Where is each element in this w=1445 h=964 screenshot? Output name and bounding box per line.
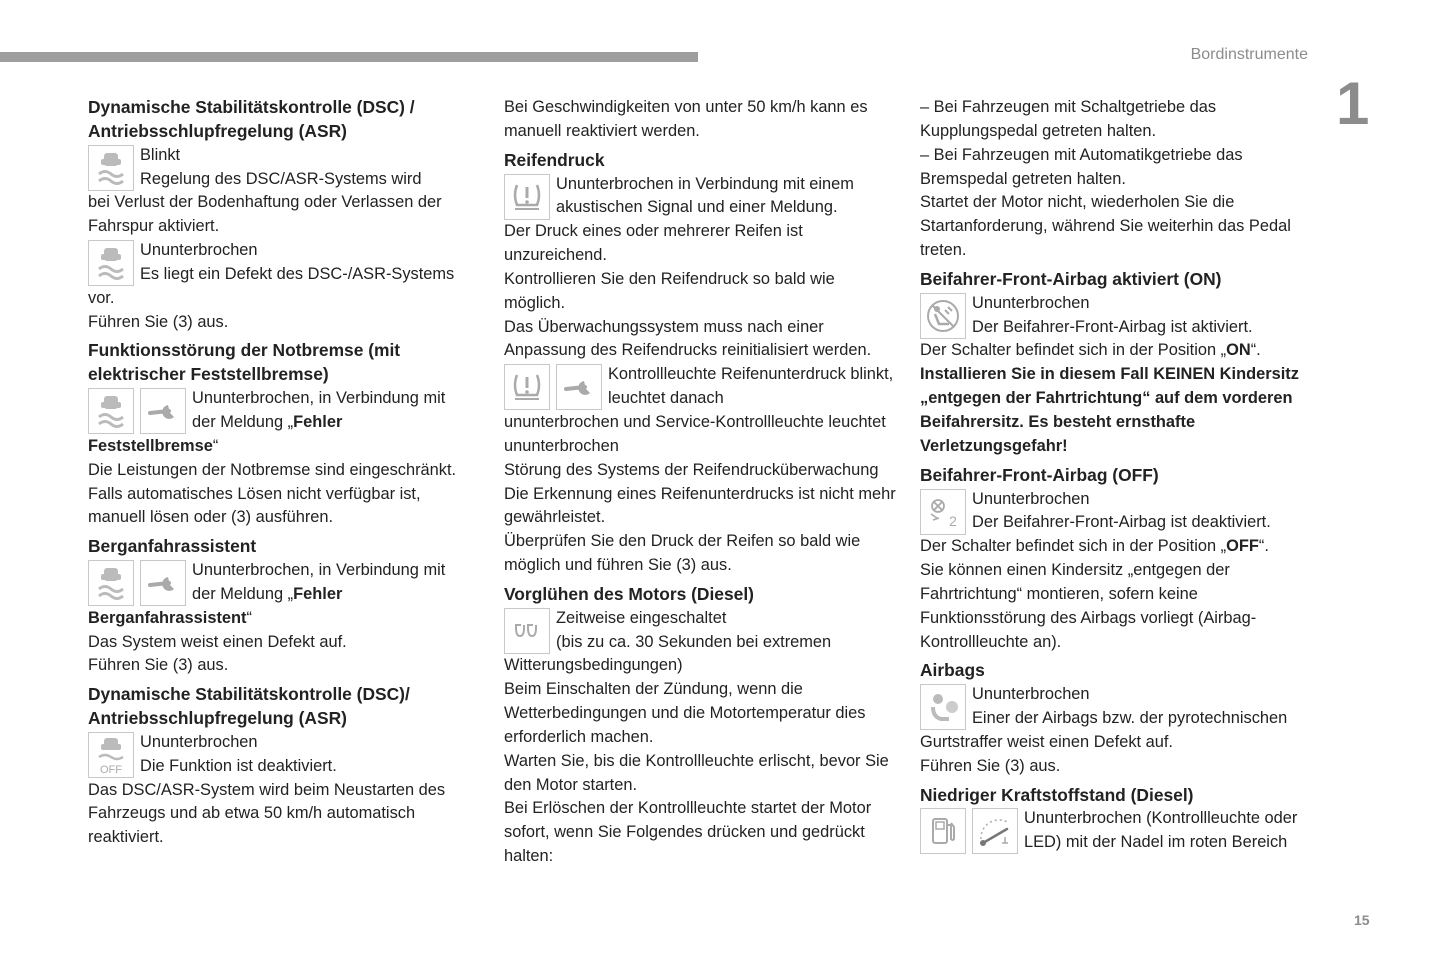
dsc-off-heading: Dynamische Stabilitätskontrolle (DSC)/ Antriebsschlupfregelung (ASR) — [88, 684, 410, 729]
text-span: “. — [1258, 537, 1269, 556]
status-text: Ununterbrochen — [972, 685, 1090, 704]
description-text: Die Leistungen der Notbremse sind eingeschränkt. — [88, 460, 457, 479]
status-text: Witterungsbedingungen) — [504, 656, 683, 675]
text-span: der Meldung „ — [192, 412, 294, 431]
status-text: Ununterbrochen — [140, 732, 258, 751]
wrench-icon — [556, 364, 602, 410]
description-text: Falls automatisches Lösen nicht verfügbar ist, manuell lösen oder (3) ausführen. — [88, 484, 421, 527]
section-title: Bordinstrumente — [1190, 46, 1308, 63]
bold-text: Feststellbremse — [88, 436, 213, 455]
description-text: Störung des Systems der Reifendrucküberwachung — [504, 460, 879, 479]
action-text: Führen Sie (3) aus. — [88, 656, 229, 675]
dsc-off-entry — [88, 731, 470, 779]
description-text: Beim Einschalten der Zündung, wenn die Wetterbedingungen und die Motortemperatur dies erforderlich machen. — [504, 680, 866, 746]
text-span: der Meldung „ — [192, 584, 294, 603]
description-text: Regelung des DSC/ASR-Systems wird — [140, 169, 422, 188]
status-text — [88, 607, 470, 631]
list-item: – Bei Fahrzeugen mit Schaltgetriebe das Kupplungspedal getreten halten. — [920, 98, 1217, 140]
status-text: Zeitweise eingeschaltet — [556, 608, 727, 627]
dsc-continuous-entry — [88, 239, 470, 287]
list-item: – Bei Fahrzeugen mit Automatikgetriebe das Bremspedal getreten halten. — [920, 145, 1243, 188]
skid-car-icon — [88, 240, 134, 286]
description-text: Startet der Motor nicht, wiederholen Sie die Startanforderung, während Sie weiterhin das Pedal treten. — [920, 193, 1291, 260]
text-span: “ — [212, 436, 219, 455]
description-text: Warten Sie, bis die Kontrollleuchte erlischt, bevor Sie den Motor starten. — [504, 751, 889, 794]
airbag-on-heading: Beifahrer-Front-Airbag aktiviert (ON) — [920, 268, 1222, 289]
bold-text: Berganfahrassistent — [88, 608, 247, 627]
action-text: Führen Sie (3) aus. — [920, 756, 1061, 775]
dsc-heading: Dynamische Stabilitätskontrolle (DSC) / Antriebsschlupfregelung (ASR) — [88, 97, 415, 141]
description-text: Einer der Airbags bzw. der pyrotechnischen — [972, 709, 1288, 728]
status-text: Ununterbrochen — [972, 293, 1090, 312]
glow-plug-heading: Vorglühen des Motors (Diesel) — [504, 583, 754, 604]
airbag-off-entry — [920, 488, 1320, 536]
fuel-gauge-icon — [972, 808, 1018, 854]
description-text: Die Funktion ist deaktiviert. — [140, 756, 337, 775]
description-text: Bei Geschwindigkeiten von unter 50 km/h kann es manuell reaktiviert werden. — [504, 98, 868, 140]
bold-text: Fehler — [293, 412, 343, 431]
description-text: vor. — [88, 288, 115, 307]
fuel-pump-icon — [920, 808, 966, 854]
skid-car-icon — [88, 145, 134, 191]
low-fuel-heading: Niedriger Kraftstoffstand (Diesel) — [920, 784, 1194, 805]
chapter-number: 1 — [1336, 70, 1370, 137]
column-1 — [88, 96, 470, 850]
airbag-off-icon — [920, 489, 966, 535]
dsc-blinking-entry — [88, 144, 470, 192]
bold-text: ON — [1226, 341, 1251, 360]
airbags-heading: Airbags — [920, 660, 985, 681]
status-text — [192, 411, 470, 435]
description-text: Der Beifahrer-Front-Airbag ist aktiviert. — [972, 317, 1253, 336]
status-text: (bis zu ca. 30 Sekunden bei extremen — [556, 632, 832, 651]
text-span: “. — [1250, 341, 1261, 360]
description-text: Das DSC/ASR-System wird beim Neustarten des Fahrzeugs und ab etwa 50 km/h automatisch reaktiviert. — [88, 780, 446, 847]
emergency-brake-entry — [88, 387, 470, 435]
description-text: Das Überwachungssystem muss nach einer Anpassung des Reifendrucks reinitialisiert werden. — [504, 317, 872, 360]
status-text: Ununterbrochen (Kontrollleuchte oder LED) mit der Nadel im roten Bereich — [1024, 809, 1298, 852]
airbag-on-entry — [920, 292, 1320, 340]
description-text: Sie können einen Kindersitz „entgegen der Fahrtrichtung“ montieren, sofern keine Funktionsstörung des Airbags vorliegt (Airbag-Kontrollleuchte an). — [920, 561, 1257, 651]
skid-car-icon — [88, 560, 134, 606]
description-text: Bei Erlöschen der Kontrollleuchte startet der Motor sofort, wenn Sie Folgendes drücken und gedrückt halten: — [504, 799, 872, 866]
column-2 — [504, 96, 900, 869]
airbag-on-icon — [920, 293, 966, 339]
wrench-icon — [140, 560, 186, 606]
bold-text: Fehler — [293, 584, 343, 603]
status-text — [88, 435, 470, 459]
description-text: bei Verlust der Bodenhaftung oder Verlassen der Fahrspur aktiviert. — [88, 193, 442, 236]
description-text: Das System weist einen Defekt auf. — [88, 632, 347, 651]
bold-text: OFF — [1226, 537, 1259, 556]
glow-plug-entry — [504, 607, 900, 655]
tyre-pressure-icon — [504, 364, 550, 410]
description-text: Gurtstraffer weist einen Defekt auf. — [920, 732, 1173, 751]
text-span: Der Schalter befindet sich in der Position „ — [920, 341, 1227, 360]
off-label: OFF — [100, 763, 122, 775]
status-text: Ununterbrochen in Verbindung mit einem akustischen Signal und einer Meldung. — [556, 174, 854, 217]
status-text — [192, 583, 470, 607]
status-text: Ununterbrochen, in Verbindung mit — [192, 389, 446, 408]
emergency-brake-heading: Funktionsstörung der Notbremse (mit elektrischer Feststellbremse) — [88, 340, 401, 385]
action-text: Führen Sie (3) aus. — [88, 312, 229, 331]
description-text: Kontrollieren Sie den Reifendruck so bald wie möglich. — [504, 269, 835, 312]
wrench-icon — [140, 388, 186, 434]
tyre-pressure-entry — [504, 173, 900, 221]
airbag-icon — [920, 684, 966, 730]
header-bar — [0, 52, 698, 62]
page-number: 15 — [1354, 912, 1370, 928]
description-text — [920, 339, 1320, 363]
hill-assist-heading: Berganfahrassistent — [88, 536, 257, 557]
hill-assist-entry — [88, 559, 470, 607]
tyre-service-entry — [504, 363, 900, 411]
status-text: ununterbrochen und Service-Kontrollleuchte leuchtet ununterbrochen — [504, 412, 886, 455]
text-span: “ — [246, 608, 252, 627]
warning-text: Installieren Sie in diesem Fall KEINEN Kindersitz „entgegen der Fahrtrichtung“ auf dem vorderen Beifahrersitz. Es besteht ernsthafte Verletzungsgefahr! — [920, 365, 1299, 455]
dsc-off-icon — [88, 732, 134, 778]
tyre-pressure-heading: Reifendruck — [504, 149, 605, 170]
glow-plug-icon — [504, 608, 550, 654]
airbag-off-number: 2 — [949, 512, 957, 529]
airbag-off-heading: Beifahrer-Front-Airbag (OFF) — [920, 464, 1159, 485]
description-text: Der Druck eines oder mehrerer Reifen ist unzureichend. — [504, 222, 803, 265]
low-fuel-entry — [920, 807, 1320, 855]
status-text: Blinkt — [140, 145, 181, 164]
description-text: Überprüfen Sie den Druck der Reifen so bald wie möglich und führen Sie (3) aus. — [504, 532, 861, 575]
status-text: Ununterbrochen — [972, 489, 1090, 508]
description-text — [920, 535, 1320, 559]
tyre-pressure-icon — [504, 174, 550, 220]
text-span: Der Schalter befindet sich in der Position „ — [920, 537, 1227, 556]
status-text: Kontrollleuchte Reifenunterdruck blinkt, leuchtet danach — [608, 365, 894, 408]
airbags-entry — [920, 683, 1320, 731]
column-3 — [920, 96, 1320, 855]
status-text: Ununterbrochen, in Verbindung mit — [192, 561, 446, 580]
description-text: Die Erkennung eines Reifenunterdrucks ist nicht mehr gewährleistet. — [504, 484, 896, 527]
description-text: Der Beifahrer-Front-Airbag ist deaktiviert. — [972, 513, 1271, 532]
skid-car-icon — [88, 388, 134, 434]
status-text: Ununterbrochen — [140, 241, 258, 260]
description-text: Es liegt ein Defekt des DSC-/ASR-Systems — [140, 264, 455, 283]
